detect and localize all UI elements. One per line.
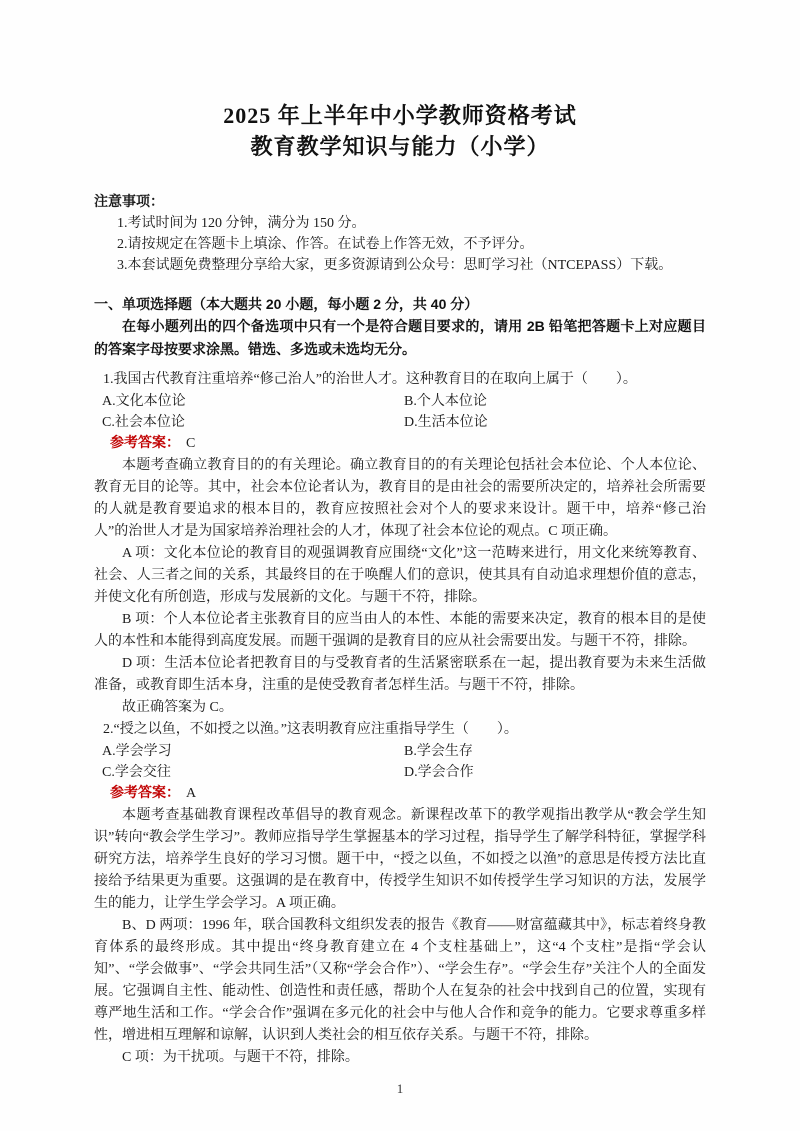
- question-1-stem: 1.我国古代教育注重培养“修己治人”的治世人才。这种教育目的在取向上属于（ ）。: [103, 372, 637, 387]
- explanation-paragraph: C 项：为干扰项。与题干不符，排除。: [122, 1050, 359, 1065]
- question-1-answer-line: [94, 433, 706, 455]
- question-2-option-b: B.学会生存: [404, 744, 473, 759]
- page-title: [94, 100, 706, 162]
- title-line-1: 2025 年上半年中小学教师资格考试: [223, 103, 577, 128]
- question-1-options: [94, 391, 706, 433]
- question-2: [94, 719, 706, 1069]
- answer-value: A: [186, 786, 197, 801]
- question-2-option-a: A.学会学习: [102, 744, 172, 759]
- question-1-option-d: D.生活本位论: [404, 415, 488, 430]
- question-2-answer-line: [94, 783, 706, 805]
- explanation-paragraph: 本题考查基础教育课程改革倡导的教育观念。新课程改革下的教学观指出教学从“教会学生知识”转向“教会学生学习”。教师应指导学生掌握基本的学习过程，指导学生了解学科特征，掌握学科研究方法，培养学生良好的学习习惯。题干中，“授之以鱼，不如授之以渔”的意思是传授方法比直接给予结果更为重要。这强调的是在教育中，传授学生知识不如传授学生学习知识的方法，发展学生的能力，让学生学会学习。A 项正确。: [94, 808, 706, 911]
- note-item-2: 2.请按规定在答题卡上填涂、作答。在试卷上作答无效，不予评分。: [117, 237, 534, 252]
- note-item-3: 3.本套试题免费整理分享给大家，更多资源请到公众号：思町学习社（NTCEPASS）下载。: [117, 258, 673, 273]
- question-1-option-b: B.个人本位论: [404, 394, 487, 409]
- page-number: 1: [396, 1081, 404, 1096]
- explanation-paragraph: D 项：生活本位论者把教育目的与受教育者的生活紧密联系在一起，提出教育要为未来生活做准备，或教育即生活本身，注重的是使受教育者怎样生活。与题干不符，排除。: [94, 656, 706, 693]
- notes-heading: 注意事项：: [94, 195, 164, 210]
- question-2-option-c: C.学会交往: [102, 765, 171, 780]
- explanation-paragraph: 故正确答案为 C。: [122, 700, 233, 715]
- title-line-2: 教育教学知识与能力（小学）: [250, 134, 550, 159]
- question-1: [94, 369, 706, 719]
- notes-section: [94, 192, 706, 276]
- answer-label: 参考答案：: [110, 436, 180, 451]
- explanation-paragraph: 本题考查确立教育目的的有关理论。确立教育目的的有关理论包括社会本位论、个人本位论、教育无目的论等。其中，社会本位论者认为，教育目的是由社会的需要所决定的，培养社会所需要的人就是教育要追求的根本目的，教育应按照社会对个人的要求来设计。题干中，培养“修己治人”的治世人才是为国家培养治理社会的人才，体现了社会本位论的观点。C 项正确。: [94, 458, 706, 539]
- answer-value: C: [186, 436, 196, 451]
- section-heading: 一、单项选择题（本大题共 20 小题，每小题 2 分，共 40 分）: [94, 296, 479, 312]
- question-1-option-a: A.文化本位论: [102, 394, 186, 409]
- question-1-option-c: C.社会本位论: [102, 415, 185, 430]
- question-2-options: [94, 741, 706, 783]
- question-2-option-d: D.学会合作: [404, 765, 474, 780]
- section-instruction: 在每小题列出的四个备选项中只有一个是符合题目要求的，请用 2B 铅笔把答题卡上对应题目的答案字母按要求涂黑。错选、多选或未选均无分。: [94, 318, 706, 357]
- explanation-paragraph: B、D 两项：1996 年，联合国教科文组织发表的报告《教育——财富蕴藏其中》，标志着终身教育体系的最终形成。其中提出“终身教育建立在 4 个支柱基础上”，这“4 个支柱”是指“学会认知”、“学会做事”、“学会共同生活”（又称“学会合作”）、“学会生存”。“学会生存”关注个人的全面发展。它强调自主性、能动性、创造性和责任感，帮助个人在复杂的社会中找到自己的位置，实现有尊严地生活和工作。“学会合作”强调在多元化的社会中与他人合作和竞争的能力。它要求尊重多样性，增进相互理解和谅解，认识到人类社会的相互依存关系。与题干不符，排除。: [94, 918, 706, 1043]
- explanation-paragraph: A 项：文化本位论的教育目的观强调教育应围绕“文化”这一范畴来进行，用文化来统筹教育、社会、人三者之间的关系，其最终目的在于唤醒人们的意识，使其具有自动追求理想价值的意志，并使文化有所创造，形成与发展新的文化。与题干不符，排除。: [94, 546, 706, 605]
- question-2-stem: 2.“授之以鱼，不如授之以渔。”这表明教育应注重指导学生（ ）。: [103, 722, 518, 737]
- answer-label: 参考答案：: [110, 786, 180, 801]
- note-item-1: 1.考试时间为 120 分钟，满分为 150 分。: [117, 216, 366, 231]
- explanation-paragraph: B 项：个人本位论者主张教育目的应当由人的本性、本能的需要来决定，教育的根本目的是使人的本性和本能得到高度发展。而题干强调的是教育目的应从社会需要出发。与题干不符，排除。: [94, 612, 706, 649]
